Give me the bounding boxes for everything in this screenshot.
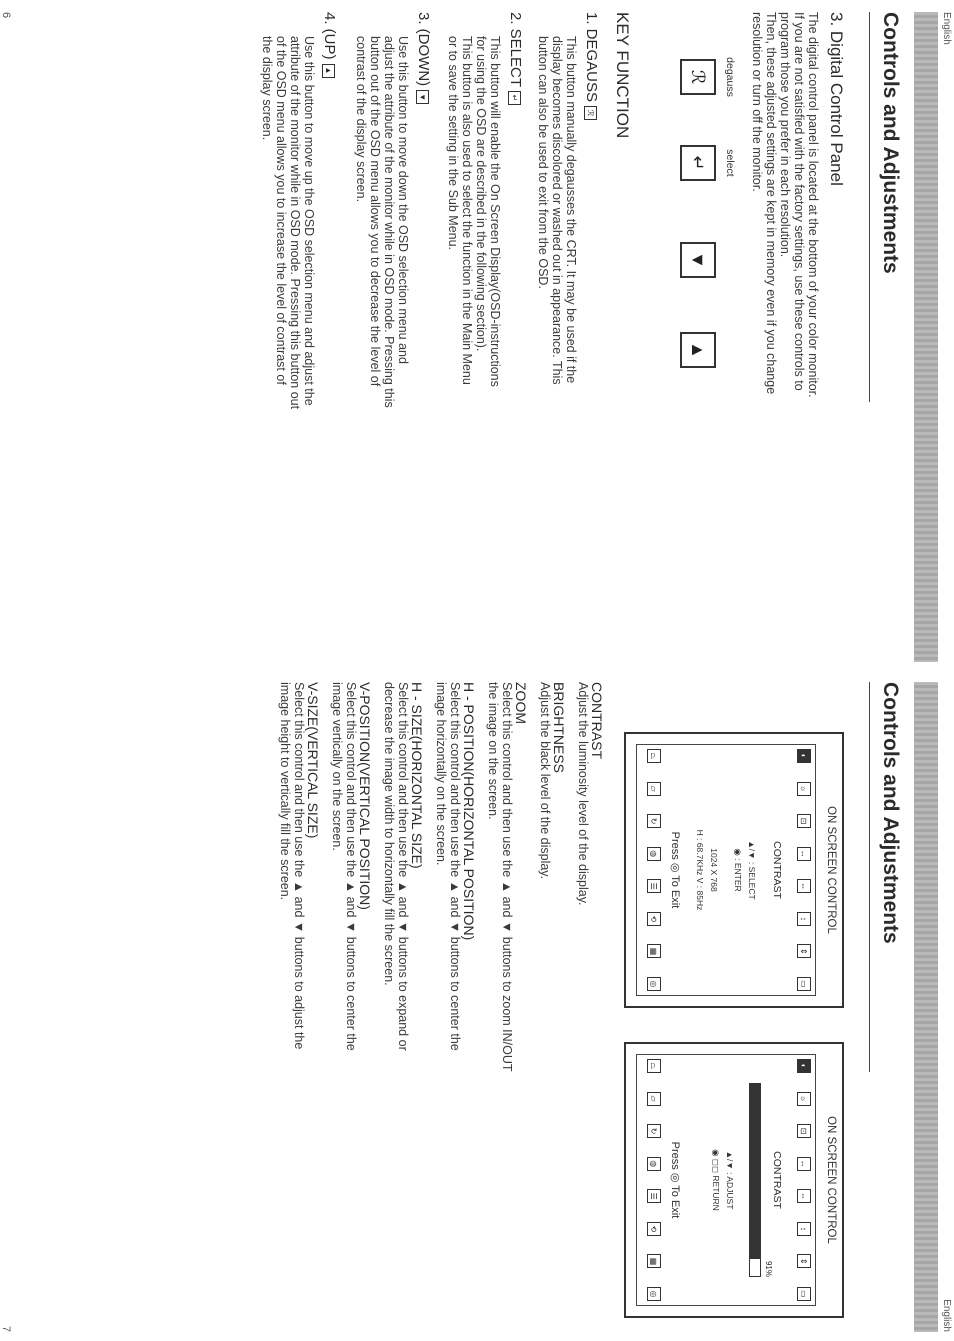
exit-icon: ◎ (647, 977, 661, 991)
osd-icon-row-bottom (641, 749, 661, 991)
language-icon: ☰ (647, 879, 661, 893)
osd-frequency: H : 68.7KHz V : 85Hz (695, 829, 705, 911)
osd-item-label: CONTRAST (771, 1151, 783, 1209)
intro-line: The digital control panel is located at the bottom of your color monitor. (806, 12, 820, 398)
intro-line: program those you prefer in each resolution. (778, 12, 792, 258)
item-text (446, 36, 502, 656)
page-left (0, 12, 954, 662)
h-position-icon: ↔ (797, 847, 811, 861)
item-degauss (583, 12, 600, 120)
intro-line: Then, these adjusted settings are kept in memory even if you change (764, 12, 778, 395)
item-title: 2. SELECT (507, 12, 524, 88)
rotation-icon: ↻ (647, 1124, 661, 1138)
page-number: 6 (0, 12, 12, 19)
contrast-icon: ◐ (797, 1059, 811, 1073)
text-line: attribute of the monitor while in OSD mode. Pressing this button out (288, 36, 302, 410)
enter-icon: ↵ (688, 155, 709, 171)
h-size-icon: ⇔ (797, 1189, 811, 1203)
contrast-level-bar (749, 1083, 761, 1277)
degauss-label: degauss (724, 57, 736, 97)
brightness-icon: ☼ (797, 782, 811, 796)
parallelogram-icon: ▱ (647, 782, 661, 796)
zoom-icon: ⊡ (797, 814, 811, 828)
v-position-icon: ↕ (797, 1222, 811, 1236)
up-button (680, 332, 716, 368)
degauss-button (680, 59, 716, 95)
entry-line: Select this control and then use the ▲ and ▼ buttons to center the (344, 682, 358, 1051)
h-size-icon: ⇔ (797, 879, 811, 893)
entry-line: Select this control and then use the ▲ and ▼ buttons to expand or (396, 682, 410, 1051)
header-rule (869, 682, 870, 1072)
degauss-icon: ℛ (688, 69, 709, 85)
header-bar (914, 682, 938, 1332)
up-triangle-icon: ▲ (322, 64, 335, 78)
text-line: Use this button to move down the OSD selection menu and (396, 36, 410, 364)
select-button (680, 145, 716, 181)
h-position-icon: ↔ (797, 1157, 811, 1171)
contrast-level-fill (750, 1084, 760, 1259)
text-line: Use this button to move up the OSD selection menu and adjust the (302, 36, 316, 406)
moire-icon: ▦ (647, 1254, 661, 1268)
down-triangle-icon: ▼ (688, 251, 709, 269)
entry-line: image horizontally on the screen. (434, 682, 448, 866)
contrast-percent: 91% (764, 1260, 773, 1277)
page-header: Controls and Adjustments (879, 682, 902, 944)
item-title: 4. (UP) (321, 12, 338, 60)
pincushion-icon: ▭ (797, 1287, 811, 1301)
page-header: Controls and Adjustments (879, 12, 902, 274)
osd-icon-row-top (791, 749, 811, 991)
entry-title: ZOOM (513, 682, 529, 724)
osd-item-label: CONTRAST (771, 841, 783, 899)
text-line: for using the OSD are described in the following section). (474, 36, 488, 352)
osd-icon-row-top (791, 1059, 811, 1301)
text-line: button out of the OSD menu allows you to decrease the level of (368, 36, 382, 387)
text-line: This button is also used to select the function in the Main Menu (460, 36, 474, 385)
text-line: the display screen. (260, 36, 274, 141)
color-icon: ◍ (647, 847, 661, 861)
key-function-title: KEY FUNCTION (613, 12, 632, 139)
entry-line: Adjust the black level of the display. (538, 682, 552, 880)
down-button (680, 242, 716, 278)
v-position-icon: ↕ (797, 912, 811, 926)
osd-icon-row-bottom (641, 1059, 661, 1301)
osd-return-hint: ◉ ◻◻ RETURN (711, 1149, 721, 1211)
entry-line: decrease the image width to horizontally fill the screen. (382, 682, 396, 986)
entries (278, 682, 604, 1332)
down-triangle-icon: ▼ (416, 90, 429, 104)
osd-title: ON SCREEN CONTROL (825, 1116, 837, 1244)
degauss-icon: ℛ (584, 106, 597, 120)
header-bar (914, 12, 938, 662)
osd-exit-hint: Press ◎ To Exit (669, 831, 681, 909)
text-line: This button manually degausses the CRT. It may be used if the (564, 36, 578, 384)
osd-adjust-hint: ▲/▼ : ADJUST (725, 1150, 735, 1210)
entry-title: V-POSITION(VERTICAL POSITION) (357, 682, 373, 910)
entry-title: H - SIZE(HORIZONTAL SIZE) (409, 682, 425, 869)
select-label: select (724, 149, 736, 177)
osd-main-menu (624, 732, 844, 1008)
entry-line: image vertically on the screen. (330, 682, 344, 851)
language-icon: ☰ (647, 1189, 661, 1203)
entry-title: CONTRAST (589, 682, 605, 759)
v-size-icon: ⇕ (797, 1254, 811, 1268)
item-text (354, 36, 410, 656)
osd-exit-hint: Press ◎ To Exit (669, 1141, 681, 1219)
text-line: display becomes discolored or washed out in appearance. This (550, 36, 564, 385)
section-title: 3. Digital Control Panel (827, 12, 846, 186)
text-line: adjust the attribute of the monitor while in OSD mode. Pressing this (382, 36, 396, 408)
item-title: 3. (DOWN) (415, 12, 432, 87)
up-triangle-icon: ▲ (688, 341, 709, 359)
v-size-icon: ⇕ (797, 944, 811, 958)
item-up (321, 12, 338, 78)
text-line: This button will enable the On Screen Display(OSD-instructions (488, 36, 502, 387)
intro-line: resolution or turn off the monitor. (750, 12, 764, 192)
osd-contrast-submenu (624, 1042, 844, 1318)
language-tag: English (941, 12, 952, 45)
osd-frame (636, 1054, 816, 1306)
moire-icon: ▦ (647, 944, 661, 958)
text-line: of the OSD menu allows you to increase the level of contrast of (274, 36, 288, 385)
entry-line: Select this control and then use the ▲ and ▼ buttons to center the (448, 682, 462, 1051)
item-down (415, 12, 432, 104)
header-rule (869, 12, 870, 402)
recall-icon: ⟲ (647, 912, 661, 926)
parallelogram-icon: ▱ (647, 1092, 661, 1106)
text-line: button can also be used to exit from the OSD. (536, 36, 550, 289)
entry-title: BRIGHTNESS (551, 682, 567, 774)
language-tag: English (941, 1299, 952, 1332)
entry-title: H - POSITION(HORIZONTAL POSITION) (461, 682, 477, 941)
item-text (260, 36, 316, 656)
text-line: or to save the setting in the Sub Menu. (446, 36, 460, 251)
entry-line: image height to vertically fill the screen. (278, 682, 292, 901)
osd-frame (636, 744, 816, 996)
exit-icon: ◎ (647, 1287, 661, 1301)
color-icon: ◍ (647, 1157, 661, 1171)
entry-line: Select this control and then use the ▲ and ▼ buttons to zoom IN/OUT (500, 682, 514, 1072)
rotation-icon: ↻ (647, 814, 661, 828)
intro-line: If you are not satisfied with the factory settings, use these controls to (792, 12, 806, 391)
enter-icon: ↵ (508, 91, 521, 105)
page-number: 7 (0, 1325, 12, 1332)
trapezoid-icon: ⏢ (647, 749, 661, 763)
text-line: contrast of the display screen. (354, 36, 368, 203)
item-select (507, 12, 524, 105)
osd-title: ON SCREEN CONTROL (825, 806, 837, 934)
item-text (536, 36, 578, 656)
osd-resolution: 1024 X 768 (709, 848, 719, 892)
contrast-icon: ◐ (797, 749, 811, 763)
brightness-icon: ☼ (797, 1092, 811, 1106)
osd-select-hint: ▲/▼ : SELECT (747, 840, 757, 900)
trapezoid-icon: ⏢ (647, 1059, 661, 1073)
page-right (0, 682, 954, 1332)
entry-title: V-SIZE(VERTICAL SIZE) (305, 682, 321, 839)
item-title: 1. DEGAUSS (583, 12, 600, 103)
pincushion-icon: ▭ (797, 977, 811, 991)
zoom-icon: ⊡ (797, 1124, 811, 1138)
entry-line: Select this control and then use the ▲ and ▼ buttons to adjust the (292, 682, 306, 1050)
entry-line: Adjust the luminosity level of the display. (576, 682, 590, 906)
osd-enter-hint: ◉ : ENTER (733, 848, 743, 892)
intro-text (750, 12, 820, 652)
recall-icon: ⟲ (647, 1222, 661, 1236)
entry-line: the image on the screen. (486, 682, 500, 820)
